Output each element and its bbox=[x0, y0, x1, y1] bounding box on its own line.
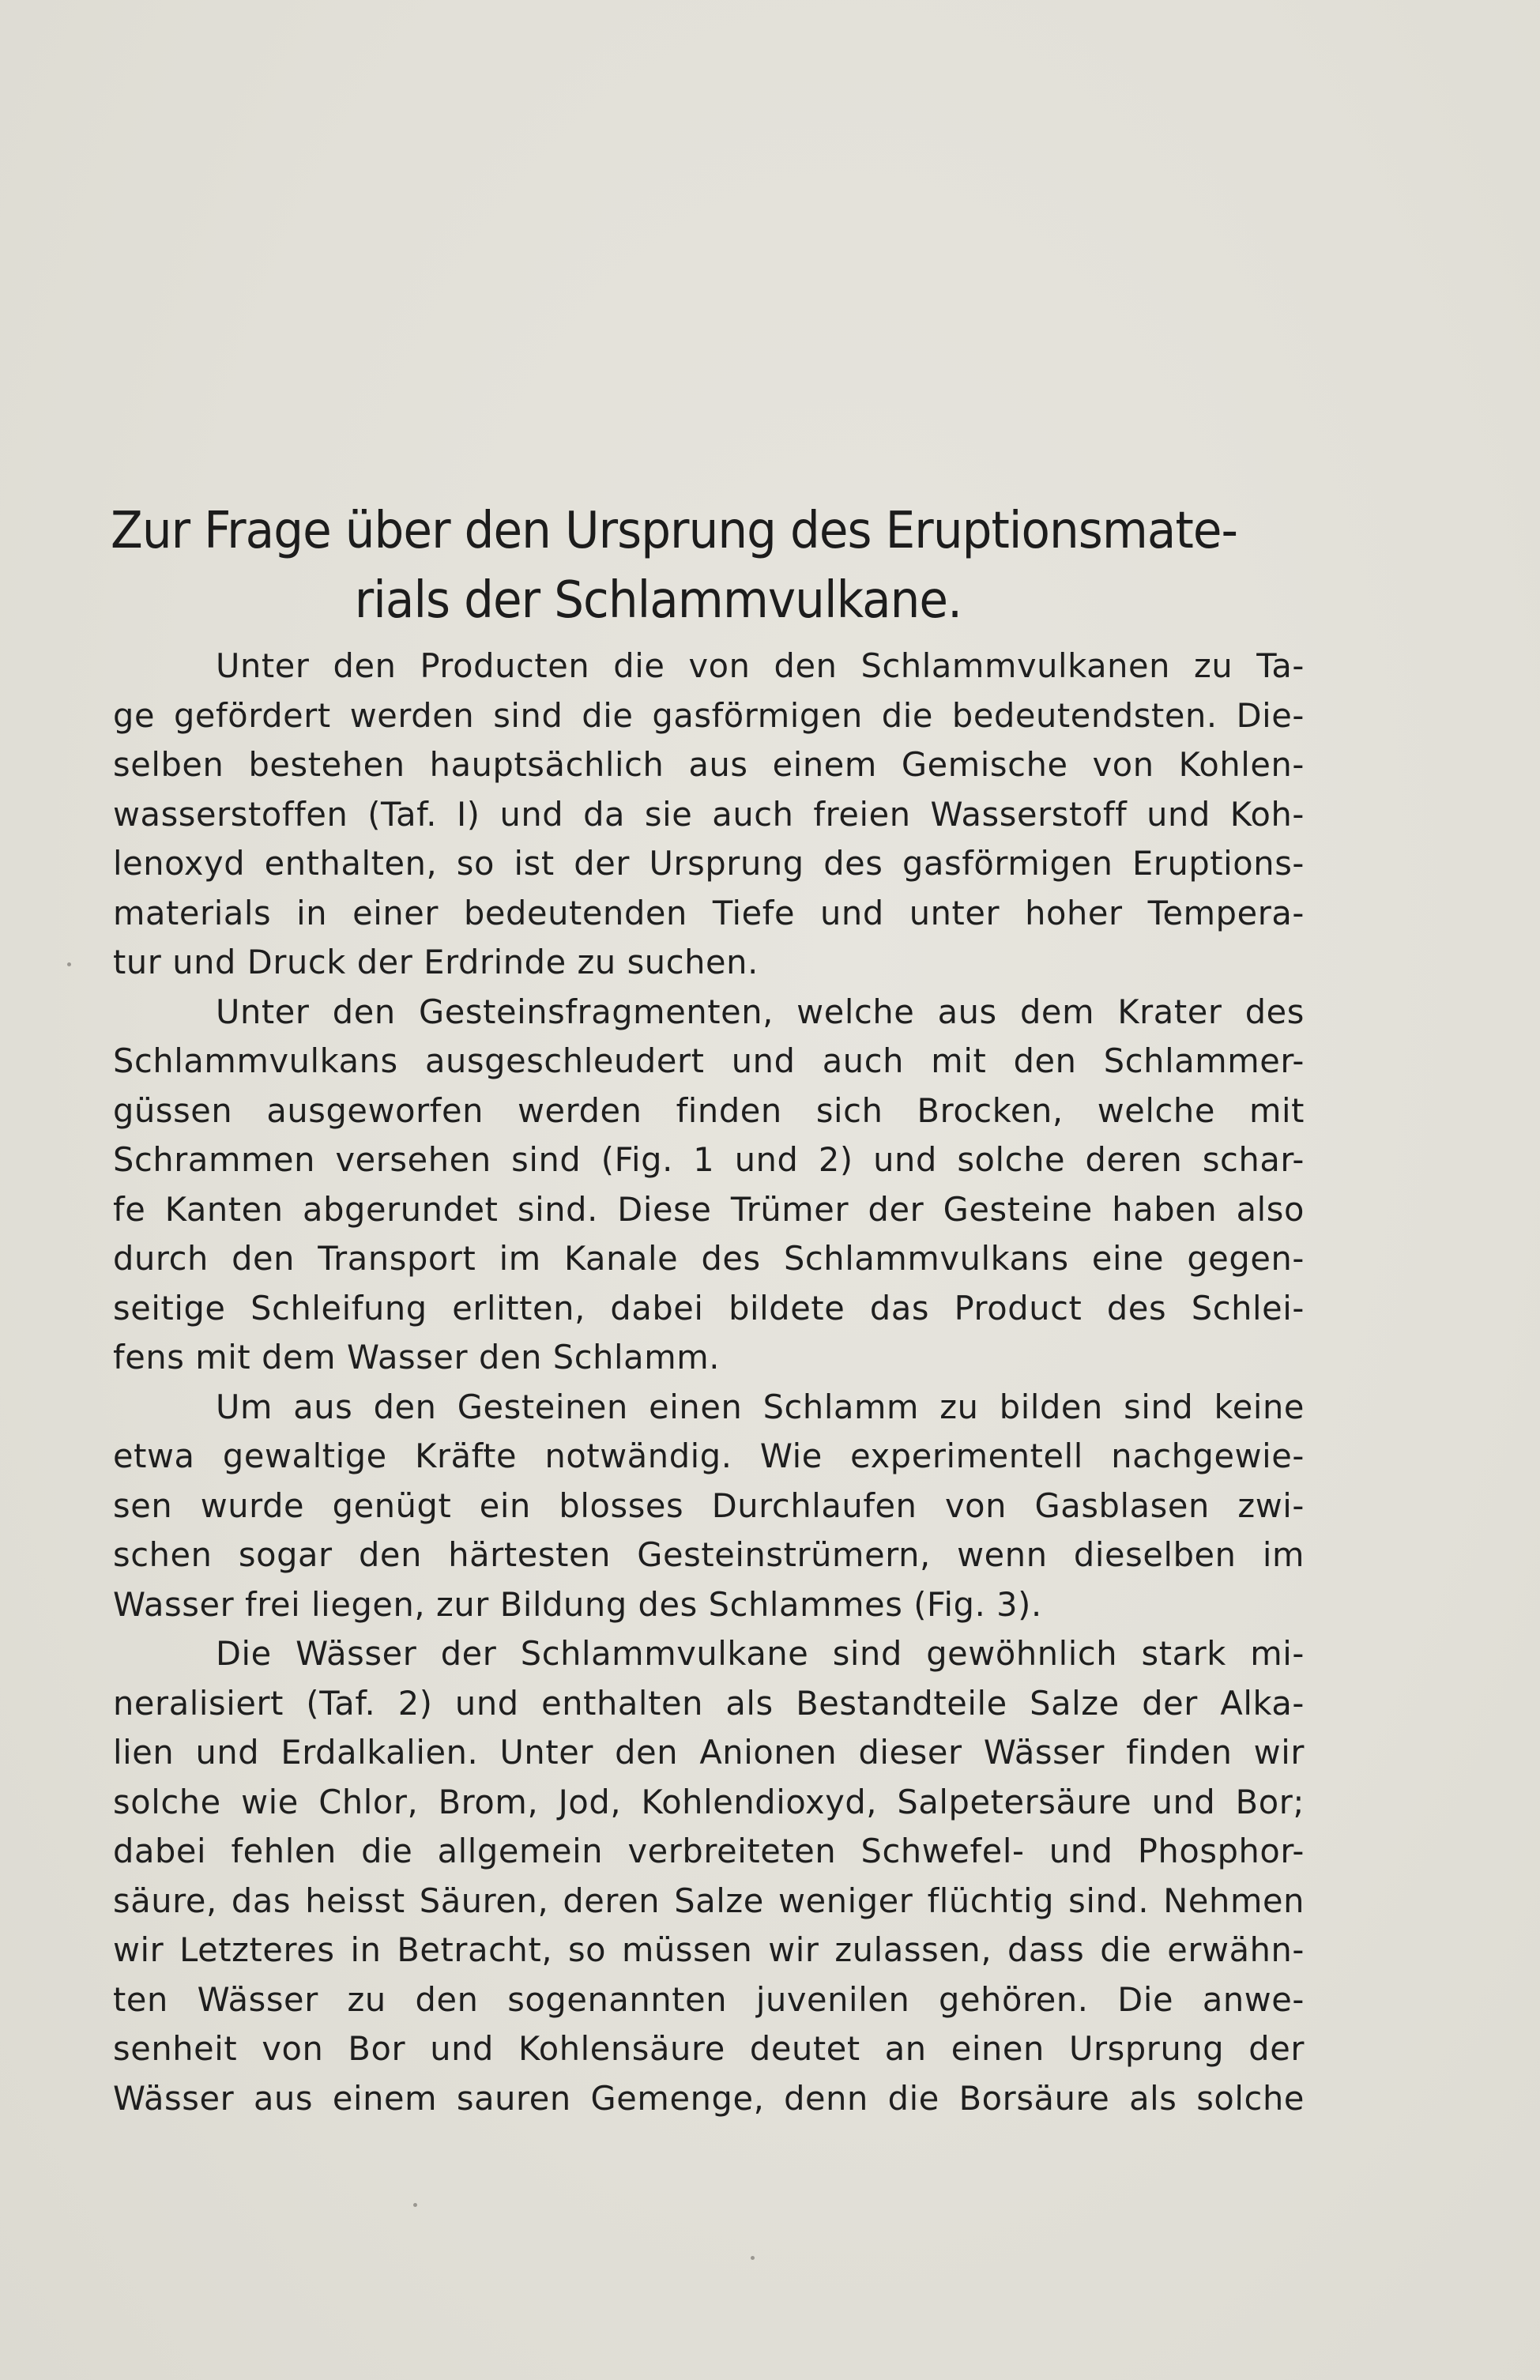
text-line: lenoxyd enthalten, so ist der Ursprung des gasförmigen Eruptions- bbox=[113, 844, 1305, 883]
text-line: materials in einer bedeutenden Tiefe und unter hoher Tempera- bbox=[113, 893, 1305, 932]
text-line: wasserstoffen (Taf. I) und da sie auch freien Wasserstoff und Koh- bbox=[113, 794, 1305, 834]
text-line: durch den Transport im Kanale des Schlammvulkans eine gegen- bbox=[113, 1239, 1305, 1278]
text-line: fens mit dem Wasser den Schlamm. bbox=[113, 1338, 721, 1376]
text-line: schen sogar den härtesten Gesteinstrümern, wenn dieselben im bbox=[113, 1535, 1305, 1574]
text-line: tur und Druck der Erdrinde zu suchen. bbox=[113, 943, 759, 981]
text-line: ge gefördert werden sind die gasförmigen die bedeutendsten. Die- bbox=[113, 695, 1305, 735]
text-line: solche wie Chlor, Brom, Jod, Kohlendioxyd, Salpetersäure und Bor; bbox=[113, 1782, 1305, 1821]
paragraph-2 bbox=[113, 988, 1305, 1383]
text-line: Wasser frei liegen, zur Bildung des Schlammes (Fig. 3). bbox=[113, 1584, 1042, 1624]
text-line: wir Letzteres in Betracht, so müssen wir zulassen, dass die erwähn- bbox=[113, 1930, 1305, 1969]
paper-speck bbox=[413, 2203, 417, 2207]
article-body bbox=[113, 642, 1305, 2123]
text-line: etwa gewaltige Kräfte notwändig. Wie experimentell nachgewie- bbox=[113, 1437, 1305, 1475]
paragraph-1 bbox=[113, 642, 1305, 988]
text-line: sen wurde genügt ein blosses Durchlaufen von Gasblasen zwi- bbox=[113, 1486, 1305, 1525]
paper-speck bbox=[67, 962, 71, 966]
text-line: fe Kanten abgerundet sind. Diese Trümer der Gesteine haben also bbox=[113, 1189, 1305, 1229]
text-line: Wässer aus einem sauren Gemenge, denn die Borsäure als solche bbox=[113, 2078, 1305, 2118]
text-line: seitige Schleifung erlitten, dabei bildete das Product des Schlei- bbox=[113, 1288, 1305, 1327]
text-line: neralisiert (Taf. 2) und enthalten als Bestandteile Salze der Alka- bbox=[113, 1683, 1305, 1723]
article-title bbox=[111, 496, 1238, 635]
text-line: senheit von Bor und Kohlensäure deutet an einen Ursprung der bbox=[113, 2029, 1305, 2068]
text-line: Um aus den Gesteinen einen Schlamm zu bilden sind keine bbox=[216, 1387, 1305, 1426]
text-line: Schrammen versehen sind (Fig. 1 und 2) und solche deren schar- bbox=[113, 1140, 1305, 1179]
text-line: dabei fehlen die allgemein verbreiteten Schwefel- und Phosphor- bbox=[113, 1832, 1305, 1870]
text-line: Unter den Producten die von den Schlammvulkanen zu Ta- bbox=[216, 646, 1305, 685]
text-line: Die Wässer der Schlammvulkane sind gewöhnlich stark mi- bbox=[216, 1634, 1305, 1673]
paragraph-3 bbox=[113, 1383, 1305, 1630]
text-line: Unter den Gesteinsfragmenten, welche aus dem Krater des bbox=[216, 992, 1305, 1031]
text-line: ten Wässer zu den sogenannten juvenilen gehören. Die anwe- bbox=[113, 1979, 1305, 2019]
paper-speck bbox=[751, 2256, 755, 2260]
paragraph-4 bbox=[113, 1629, 1305, 2123]
text-line: Schlammvulkans ausgeschleudert und auch mit den Schlammer- bbox=[113, 1041, 1305, 1080]
text-line: säure, das heisst Säuren, deren Salze weniger flüchtig sind. Nehmen bbox=[113, 1881, 1305, 1920]
text-line: selben bestehen hauptsächlich aus einem Gemische von Kohlen- bbox=[113, 745, 1305, 784]
text-line: güssen ausgeworfen werden finden sich Brocken, welche mit bbox=[113, 1090, 1305, 1130]
title-line-2: rials der Schlammvulkane. bbox=[354, 571, 962, 630]
text-line: lien und Erdalkalien. Unter den Anionen dieser Wässer finden wir bbox=[113, 1733, 1305, 1772]
title-line-1: Zur Frage über den Ursprung des Eruptionsmate- bbox=[111, 501, 1238, 560]
